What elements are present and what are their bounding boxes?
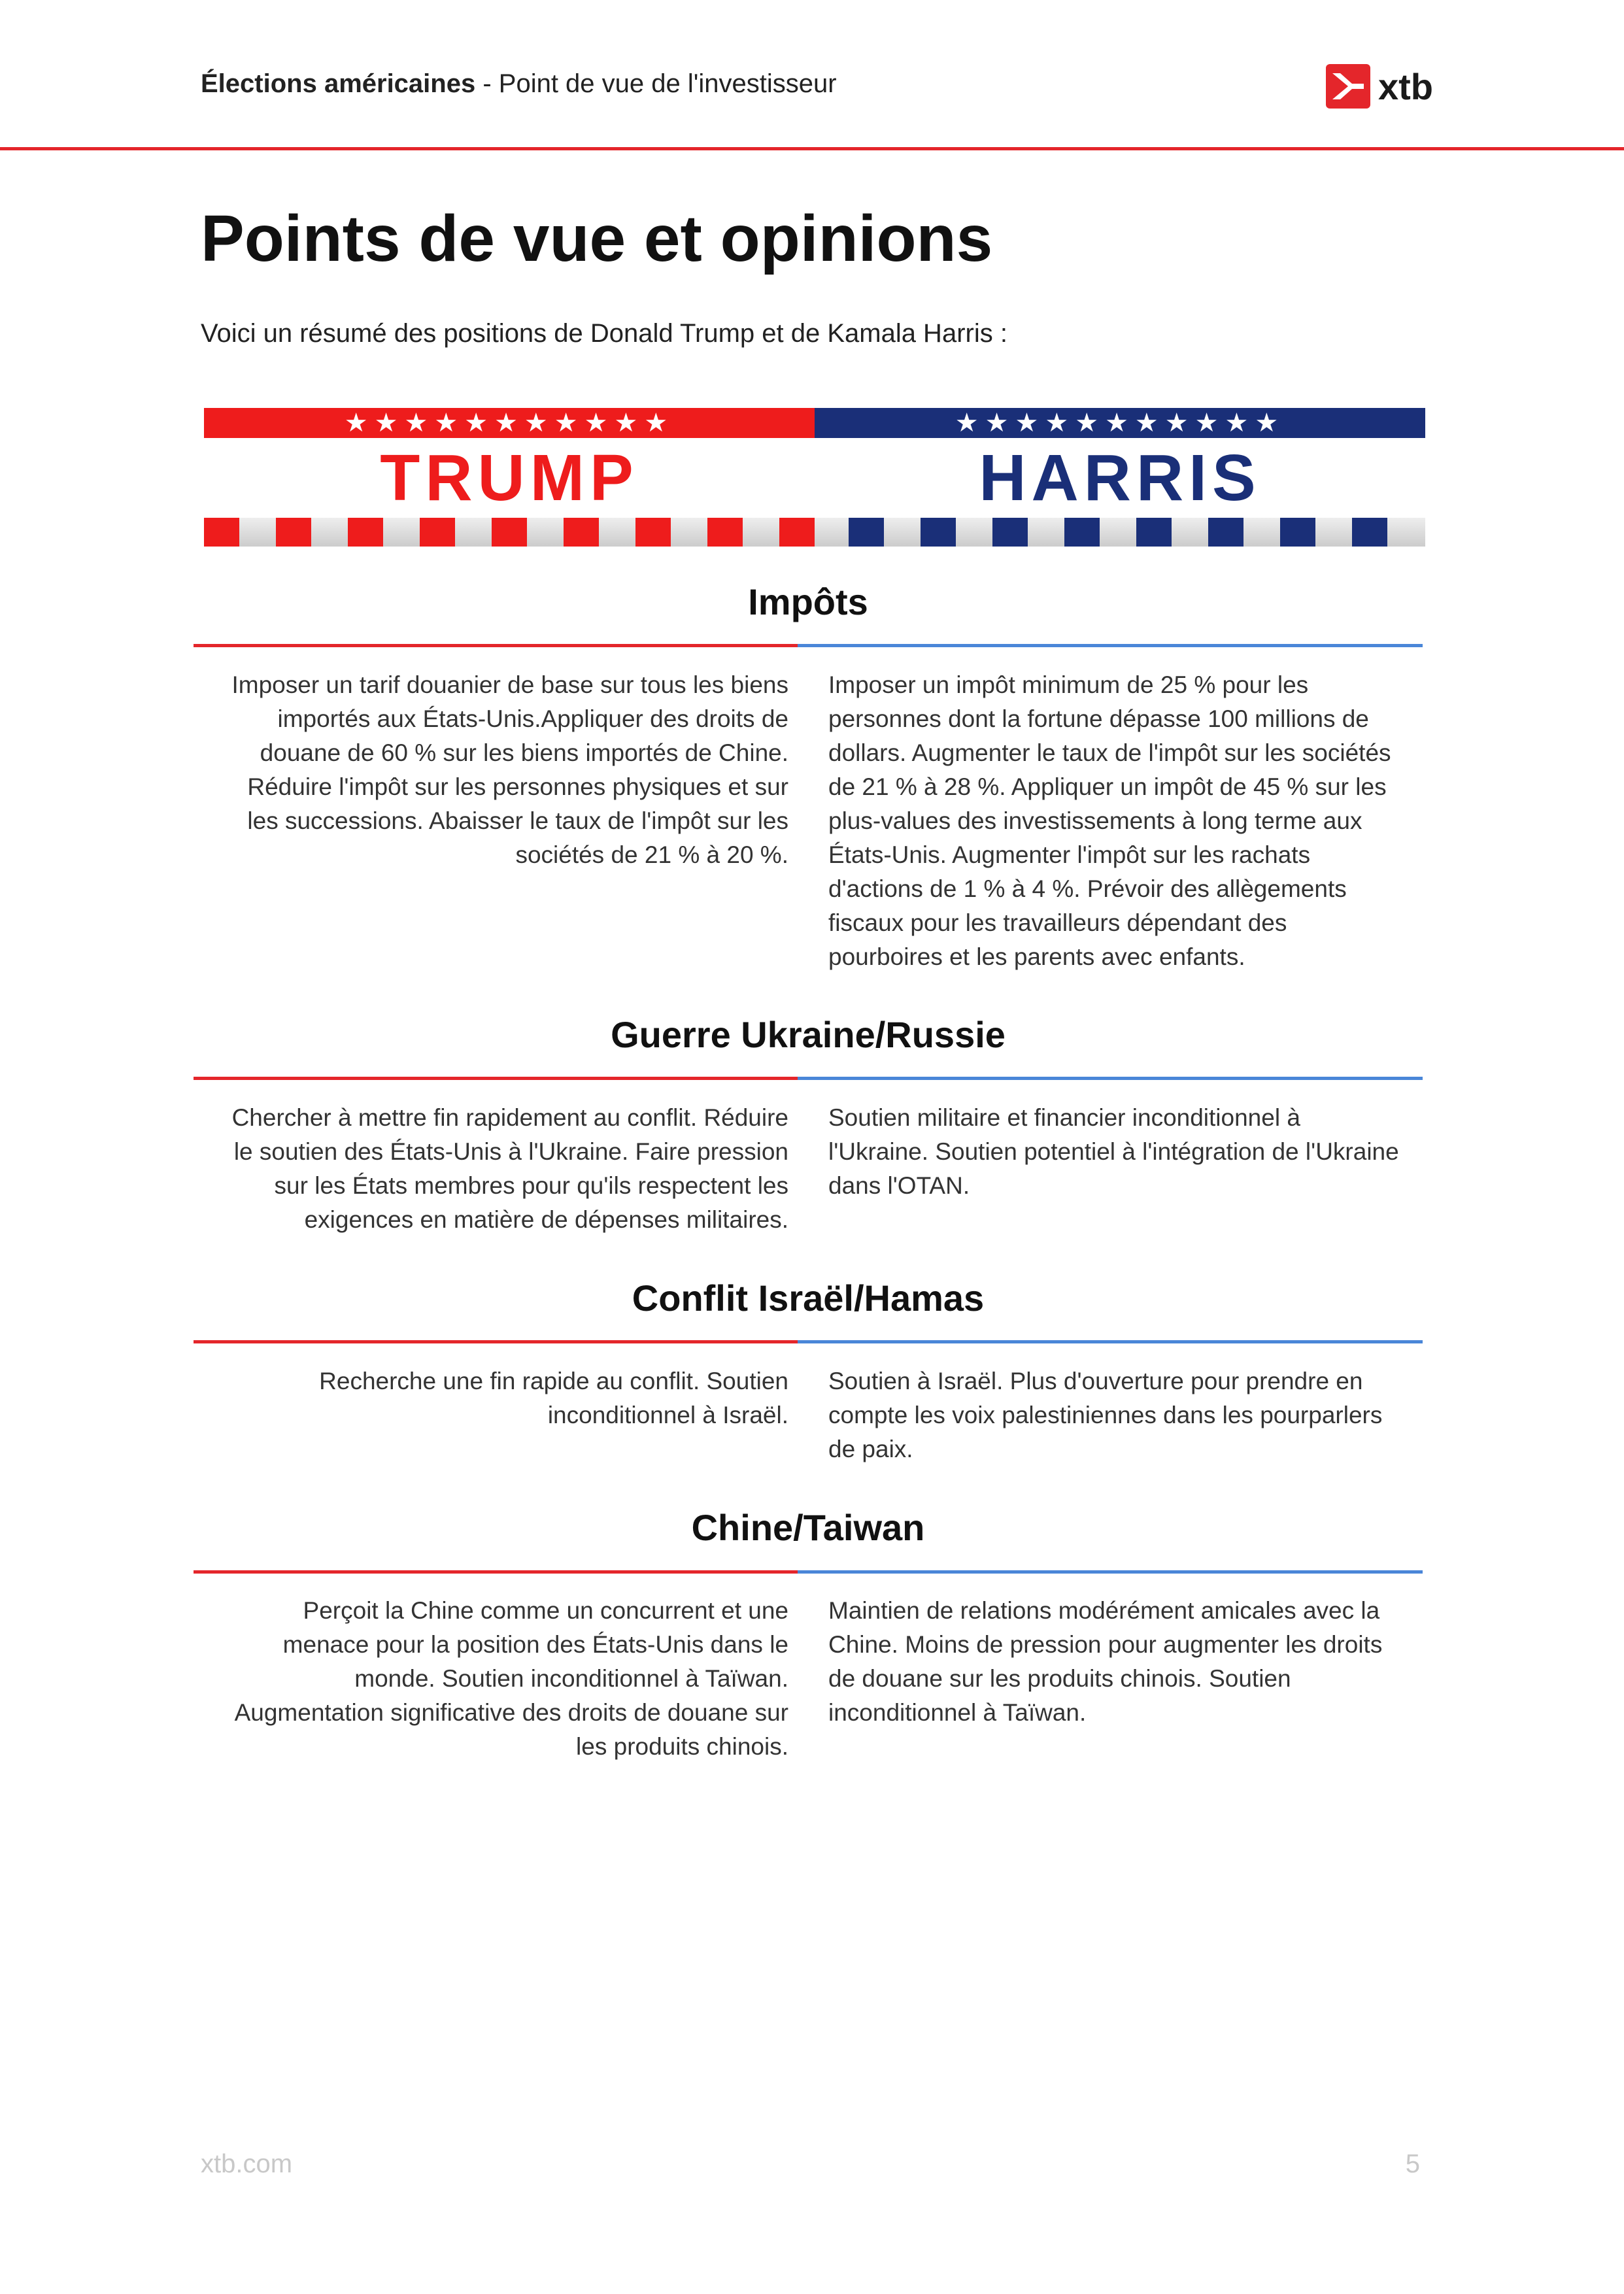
section-divider [194,644,1423,647]
xtb-logo-icon [1326,64,1370,109]
candidates-banner [204,408,1427,552]
harris-position-chine: Maintien de relations modérément amicales avec la Chine. Moins de pression pour augmenter les droits de douane sur les produits chinois. Soutien inconditionnel à Taïwan. [828,1597,1383,1726]
section-title-chine: Chine/Taiwan [691,1507,925,1548]
page-title: Points de vue et opinions [201,202,993,275]
xtb-logo [1326,64,1433,109]
trump-position-israel: Recherche une fin rapide au conflit. Soutien inconditionnel à Israël. [319,1368,788,1428]
harris-stars-icon: ★★★★★★★★★★★ [955,409,1285,437]
harris-star-stripe [815,408,1425,438]
trump-square-pattern [204,518,815,547]
page-header [0,0,1624,150]
xtb-logo-text: xtb [1378,65,1433,107]
section-title-israel: Conflit Israël/Hamas [632,1277,985,1319]
trump-stars-icon: ★★★★★★★★★★★ [344,409,675,437]
harris-position-impots: Imposer un impôt minimum de 25 % pour les personnes dont la fortune dépasse 100 millions de dollars. Augmenter le taux de l'impôt sur les sociétés de 21 % à 28 %. Appliquer un impôt de 45 % sur les plus-values des investissements à long terme aux États-Unis. Augmenter l'impôt sur les rachats d'actions de 1 % à 4 %. Prévoir des allègements fiscaux pour les travailleurs dépendant des pourboires et les parents avec enfants. [828,671,1391,970]
footer-site[interactable]: xtb.com [201,2150,293,2178]
harris-banner [815,408,1425,552]
trump-name: TRUMP [380,441,639,514]
section-divider [194,1570,1423,1574]
trump-position-chine: Perçoit la Chine comme un concurrent et une menace pour la position des États-Unis dans le monde. Soutien inconditionnel à Taïwan. Augmentation significative des droits de douane sur les produits chinois. [234,1597,788,1760]
trump-position-ukraine: Chercher à mettre fin rapidement au conflit. Réduire le soutien des États-Unis à l'Ukraine. Faire pression sur les États membres pour qu'ils respectent les exigences en matière de dépenses militaires. [231,1104,788,1233]
document-title-bold: Élections américaines [201,69,476,98]
trump-position-impots: Imposer un tarif douanier de base sur tous les biens importés aux États-Unis.Appliquer des droits de douane de 60 % sur les biens importés de Chine. Réduire l'impôt sur les personnes physiques et sur les successions. Abaisser le taux de l'impôt sur les sociétés de 21 % à 20 %. [231,671,788,868]
section-title-ukraine: Guerre Ukraine/Russie [611,1014,1006,1055]
harris-square-pattern [815,518,1425,547]
page-number: 5 [1405,2150,1420,2178]
section-divider [194,1077,1423,1080]
document-title-rest: - Point de vue de l'investisseur [475,69,837,98]
harris-position-israel: Soutien à Israël. Plus d'ouverture pour prendre en compte les voix palestiniennes dans les pourparlers de paix. [828,1368,1383,1462]
trump-star-stripe [204,408,815,438]
intro-text: Voici un résumé des positions de Donald Trump et de Kamala Harris : [201,319,1007,348]
document-title [201,69,837,99]
trump-banner [204,408,815,552]
section-title-impots: Impôts [748,581,868,622]
harris-name: HARRIS [979,441,1261,514]
harris-position-ukraine: Soutien militaire et financier inconditionnel à l'Ukraine. Soutien potentiel à l'intégration de l'Ukraine dans l'OTAN. [828,1104,1399,1199]
section-divider [194,1340,1423,1343]
